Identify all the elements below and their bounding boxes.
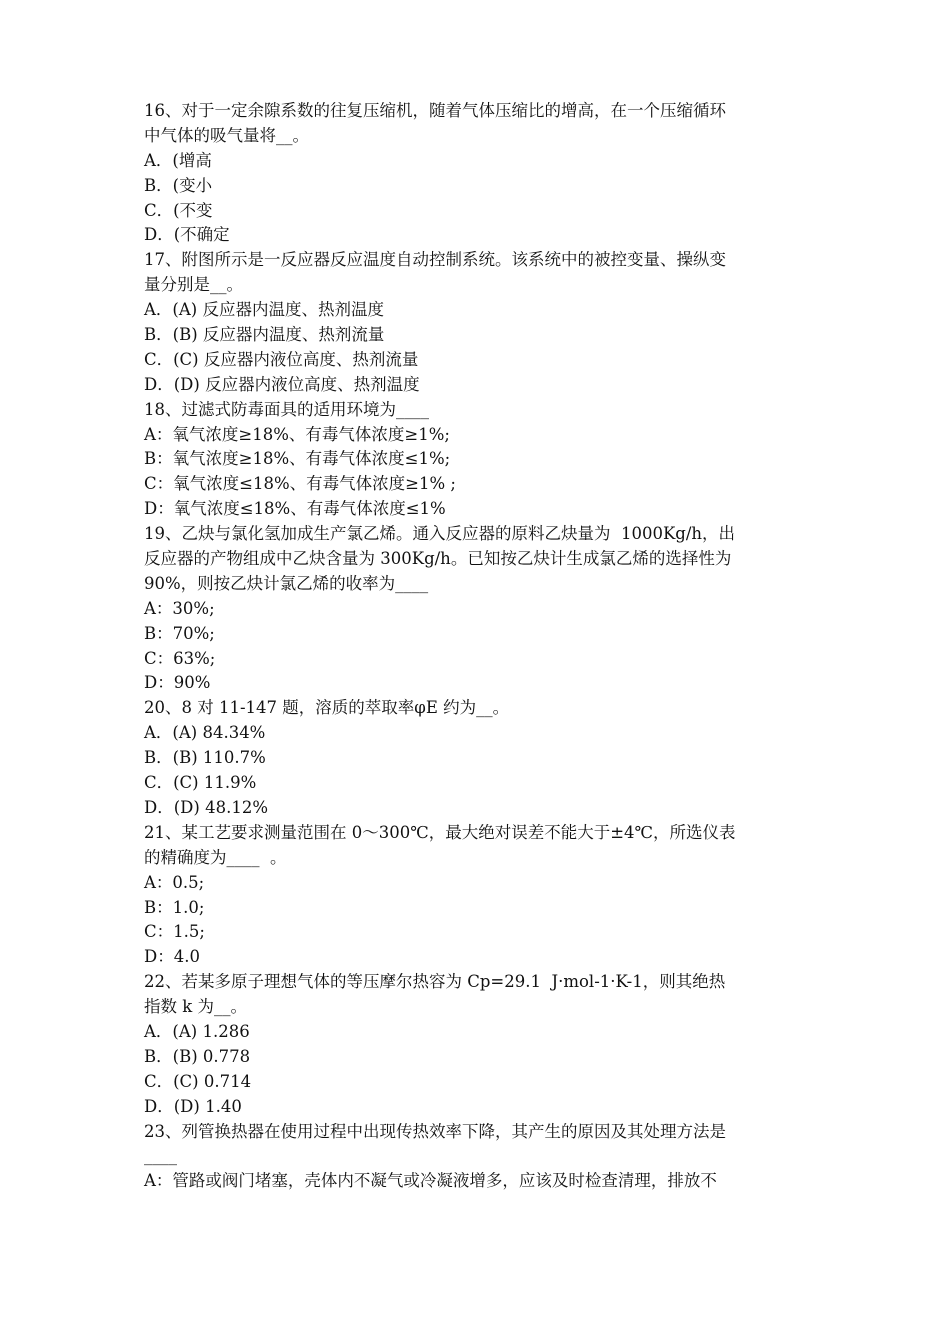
question-stem-line: 16、对于一定余隙系数的往复压缩机，随着气体压缩比的增高，在一个压缩循环 bbox=[144, 101, 726, 120]
option-c: C．(C) 11.9% bbox=[144, 773, 257, 793]
question-stem-line: 反应器的产物组成中乙炔含量为 300Kg/h。已知按乙炔计生成氯乙烯的选择性为 bbox=[144, 549, 732, 569]
option-a: A：氧气浓度≥18%、有毒气体浓度≥1%; bbox=[144, 424, 450, 444]
question-stem-line: 21、某工艺要求测量范围在 0～300℃，最大绝对误差不能大于±4℃，所选仪表 bbox=[144, 822, 736, 842]
option-b: B．(B) 0.778 bbox=[144, 1046, 251, 1066]
option-b: B：1.0; bbox=[144, 897, 205, 917]
question-stem-line: 量分别是__。 bbox=[144, 275, 243, 295]
option-d: D．(D) 1.40 bbox=[144, 1096, 242, 1116]
question-stem-line: 19、乙炔与氯化氢加成生产氯乙烯。通入反应器的原料乙炔量为 1000Kg/h，出 bbox=[144, 524, 736, 544]
option-d: D：90% bbox=[144, 673, 211, 693]
question-stem-line: 90%，则按乙炔计氯乙烯的收率为____ bbox=[144, 573, 429, 593]
question-22 bbox=[144, 970, 810, 1119]
option-b: B：70%; bbox=[144, 623, 215, 643]
question-stem-line: 18、过滤式防毒面具的适用环境为____ bbox=[144, 399, 429, 419]
option-b: B．(B) 反应器内温度、热剂流量 bbox=[144, 325, 385, 345]
option-a: A：0.5; bbox=[144, 872, 205, 892]
option-c: C：1.5; bbox=[144, 922, 205, 942]
option-c: C．(C) 反应器内液位高度、热剂流量 bbox=[144, 349, 419, 369]
question-stem-line: 20、8 对 11-147 题，溶质的萃取率φE 约为__。 bbox=[144, 698, 510, 718]
question-stem-line: 中气体的吸气量将__。 bbox=[144, 125, 309, 145]
option-a: A：管路或阀门堵塞，壳体内不凝气或冷凝液增多，应该及时检查清理，排放不 bbox=[144, 1171, 717, 1191]
option-a: A：30%; bbox=[144, 598, 215, 618]
option-c: C：氧气浓度≤18%、有毒气体浓度≥1% ; bbox=[144, 474, 456, 494]
option-a: A．(A) 1.286 bbox=[144, 1021, 250, 1041]
option-d: D：4.0 bbox=[144, 947, 200, 967]
question-stem-line: ____ bbox=[144, 1146, 177, 1166]
question-stem-line: 23、列管换热器在使用过程中出现传热效率下降，其产生的原因及其处理方法是 bbox=[144, 1121, 726, 1141]
question-17 bbox=[144, 248, 810, 397]
document-page bbox=[144, 99, 810, 1194]
question-stem-line: 的精确度为____ 。 bbox=[144, 847, 287, 867]
option-b: B．(B) 110.7% bbox=[144, 748, 266, 768]
question-16 bbox=[144, 99, 810, 248]
option-c: C：63%; bbox=[144, 648, 216, 668]
question-stem-line: 22、若某多原子理想气体的等压摩尔热容为 Cp=29.1 J·mol-1·K-1，则其绝热 bbox=[144, 972, 726, 992]
option-b: B．(变小 bbox=[144, 175, 213, 195]
option-b: B：氧气浓度≥18%、有毒气体浓度≤1%; bbox=[144, 449, 451, 469]
option-c: C．(C) 0.714 bbox=[144, 1071, 252, 1091]
option-a: A．(A) 反应器内温度、热剂温度 bbox=[144, 300, 384, 320]
option-a: A．(增高 bbox=[144, 150, 212, 170]
option-d: D．(不确定 bbox=[144, 225, 230, 245]
option-d: D：氧气浓度≤18%、有毒气体浓度≤1% bbox=[144, 499, 446, 519]
question-20 bbox=[144, 696, 810, 820]
question-18 bbox=[144, 398, 810, 522]
question-19 bbox=[144, 522, 810, 696]
question-23 bbox=[144, 1120, 810, 1195]
question-stem-line: 17、附图所示是一反应器反应温度自动控制系统。该系统中的被控变量、操纵变 bbox=[144, 250, 726, 270]
option-d: D．(D) 48.12% bbox=[144, 797, 268, 817]
option-d: D．(D) 反应器内液位高度、热剂温度 bbox=[144, 374, 420, 394]
option-a: A．(A) 84.34% bbox=[144, 723, 266, 743]
option-c: C．(不变 bbox=[144, 200, 213, 220]
question-stem-line: 指数 k 为__。 bbox=[144, 997, 247, 1017]
question-21 bbox=[144, 821, 810, 970]
